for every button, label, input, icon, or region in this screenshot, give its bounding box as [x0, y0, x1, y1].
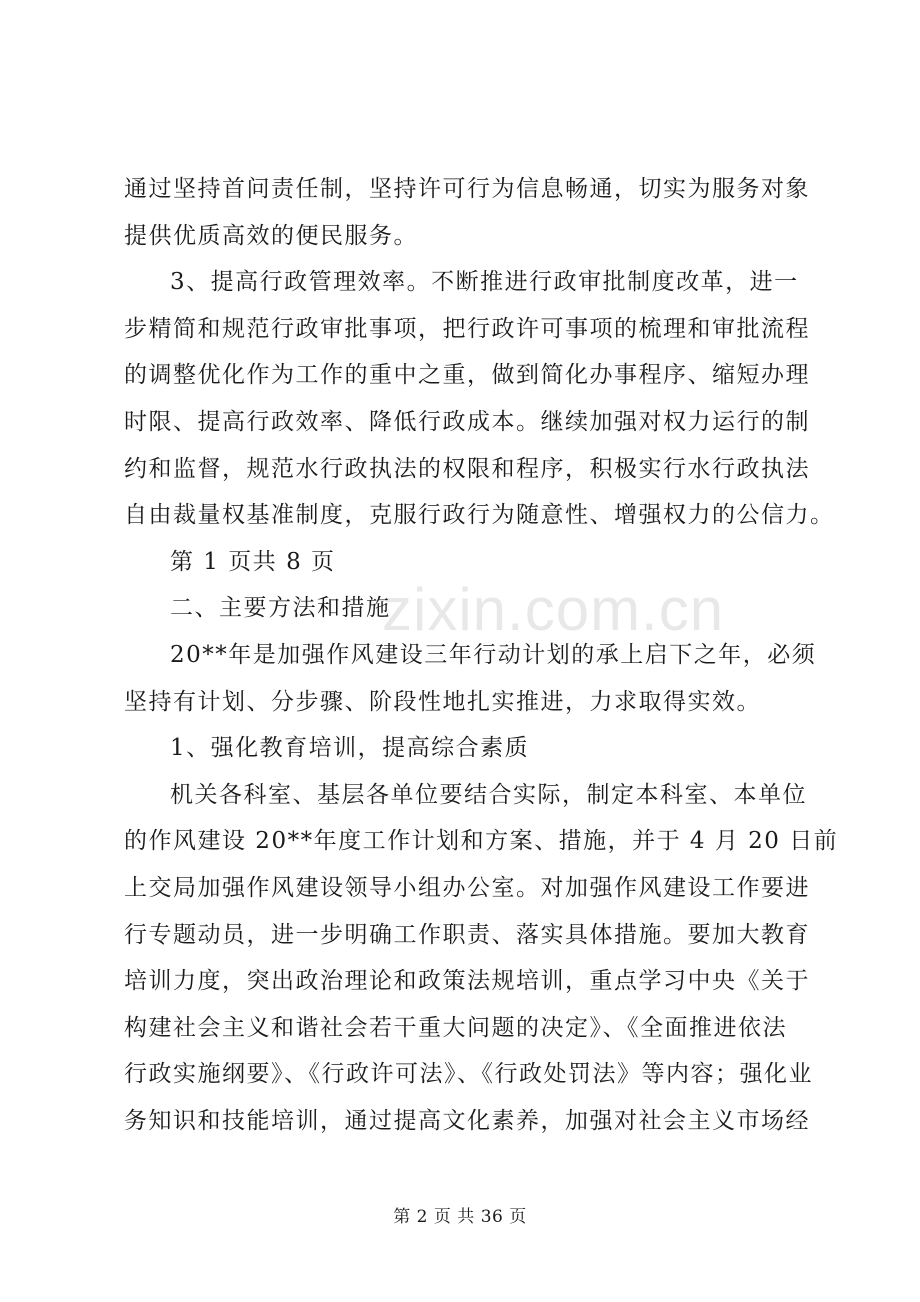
subsection-heading: 1、强化教育培训，提高综合素质: [170, 735, 530, 762]
text-line: 的作风建设 20**年度工作计划和方案、措施，并于 4 月 20 日前: [124, 828, 839, 855]
text-line: 坚持有计划、分步骤、阶段性地扎实推进，力求取得实效。: [124, 688, 761, 715]
text-line: 3、提高行政管理效率。不断推进行政审批制度改革，进一: [170, 269, 799, 296]
text-line: 时限、提高行政效率、降低行政成本。继续加强对权力运行的制: [124, 408, 810, 435]
watermark: zixin.com.cn: [382, 576, 725, 643]
text-line: 提供优质高效的便民服务。: [124, 222, 418, 249]
text-line: 上交局加强作风建设领导小组办公室。对加强作风建设工作要进: [124, 874, 810, 901]
text-line: 自由裁量权基准制度，克服行政行为随意性、增强权力的公信力。: [124, 502, 835, 529]
text-line: 行政实施纲要》、《行政许可法》、《行政处罚法》等内容；强化业: [124, 1061, 813, 1088]
text-line: 通过坚持首问责任制，坚持许可行为信息畅通，切实为服务对象: [124, 176, 810, 202]
text-line: 20**年是加强作风建设三年行动计划的承上启下之年，必须: [170, 641, 817, 668]
text-line: 机关各科室、基层各单位要结合实际，制定本科室、本单位: [170, 781, 807, 808]
text-line: 务知识和技能培训，通过提高文化素养，加强对社会主义市场经: [124, 1107, 810, 1134]
page-footer: 第 2 页 共 36 页: [393, 1207, 527, 1227]
text-line: 步精简和规范行政审批事项，把行政许可事项的梳理和审批流程: [124, 315, 810, 342]
text-line: 构建社会主义和谐社会若干重大问题的决定》、《全面推进依法: [124, 1014, 787, 1041]
section-heading: 二、主要方法和措施: [170, 595, 391, 622]
text-line: 的调整优化作为工作的重中之重，做到简化办事程序、缩短办理: [124, 362, 810, 389]
text-line: 行专题动员，进一步明确工作职责、落实具体措施。要加大教育: [124, 921, 810, 948]
inline-page-number: 第 1 页共 8 页: [170, 548, 336, 575]
text-line: 约和监督，规范水行政执法的权限和程序，积极实行水行政执法: [124, 455, 810, 482]
text-line: 培训力度，突出政治理论和政策法规培训，重点学习中央《关于: [124, 968, 810, 995]
document-body: [124, 166, 839, 1144]
